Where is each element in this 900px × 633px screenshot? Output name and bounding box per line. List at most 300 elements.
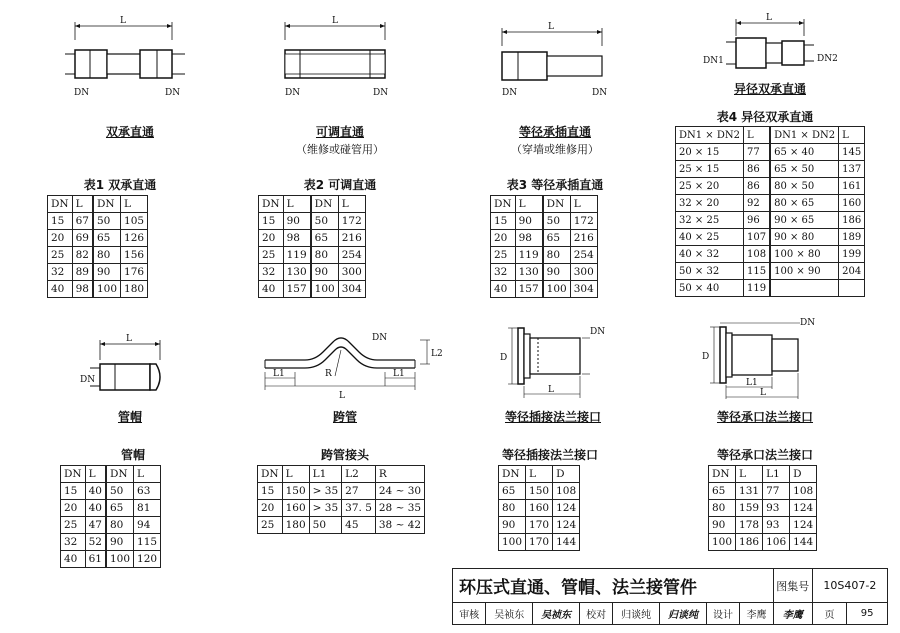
- table-cell: DN: [258, 466, 283, 483]
- table-cell: 20: [61, 500, 86, 517]
- dn-label: DN: [372, 333, 388, 343]
- table-cell: 32: [61, 534, 86, 551]
- dim-d-label: D: [702, 352, 710, 362]
- reviewer-label: 审核: [453, 603, 486, 625]
- table-cell: 20: [48, 230, 73, 247]
- table-row: [676, 280, 865, 297]
- table-cell: 65: [499, 483, 526, 500]
- dim-l-label: L: [548, 385, 554, 395]
- caption-pipe-cap: 管帽: [117, 410, 142, 424]
- table-cell: L: [526, 466, 553, 483]
- table-header-row: [709, 466, 817, 483]
- table-cell: 69: [72, 230, 93, 247]
- dn-right-label: DN: [165, 88, 181, 98]
- table-cell: 100: [93, 281, 121, 298]
- table-row: [48, 281, 148, 298]
- table-row: [258, 500, 425, 517]
- caption-socket-spigot: 等径承插直通: [518, 125, 591, 139]
- table-cell: 50: [543, 213, 571, 230]
- table-cell: 65: [106, 500, 134, 517]
- table-cell: 61: [85, 551, 106, 568]
- table-cell: L: [570, 196, 597, 213]
- table-row: [61, 500, 161, 517]
- dim-l2-label: L2: [431, 349, 443, 359]
- table-cell: 124: [553, 500, 580, 517]
- dn2-label: DN2: [817, 54, 838, 64]
- table7: [498, 465, 580, 551]
- crossover-pipe-drawing: [255, 330, 445, 410]
- atlas-label: 图集号: [773, 569, 812, 603]
- table-cell: 15: [48, 213, 73, 230]
- caption-socket-spigot-note: （穿墙或维修用）: [511, 143, 599, 156]
- table-row: [676, 229, 865, 246]
- table-cell: 25 × 20: [676, 178, 744, 195]
- table-cell: L: [282, 466, 309, 483]
- table-cell: 90: [93, 264, 121, 281]
- table-cell: 65 × 40: [770, 144, 839, 161]
- table-header-row: [61, 466, 161, 483]
- table-cell: 15: [259, 213, 284, 230]
- table-cell: 65: [709, 483, 736, 500]
- table-row: [676, 263, 865, 280]
- table-cell: 25: [61, 517, 86, 534]
- table-cell: 157: [283, 281, 311, 298]
- radius-label: R: [325, 369, 332, 379]
- table-cell: 157: [515, 281, 543, 298]
- table-cell: L1: [763, 466, 790, 483]
- table-row: [676, 212, 865, 229]
- table-cell: DN: [48, 196, 73, 213]
- table-cell: > 35: [309, 500, 342, 517]
- table-cell: D: [790, 466, 817, 483]
- table-cell: 119: [744, 280, 771, 297]
- page-number: 95: [847, 603, 888, 625]
- table-row: [61, 517, 161, 534]
- table-cell: 107: [744, 229, 771, 246]
- reducing-coupling-drawing: [700, 8, 860, 83]
- table-cell: 124: [553, 517, 580, 534]
- double-socket-coupling-drawing: [60, 10, 200, 100]
- table-cell: 77: [763, 483, 790, 500]
- table-cell: 89: [72, 264, 93, 281]
- table1-title: 表1 双承直通: [83, 178, 157, 192]
- table-cell: 115: [134, 534, 161, 551]
- table-cell: DN: [93, 196, 121, 213]
- table-cell: 176: [121, 264, 148, 281]
- table-row: [676, 178, 865, 195]
- table-cell: 20: [259, 230, 284, 247]
- table-header-row: [258, 466, 425, 483]
- table-cell: 216: [338, 230, 365, 247]
- table-cell: 15: [61, 483, 86, 500]
- table-cell: 144: [790, 534, 817, 551]
- table-cell: 86: [744, 178, 771, 195]
- table-cell: DN: [709, 466, 736, 483]
- table-cell: 130: [283, 264, 311, 281]
- table-cell: 25: [48, 247, 73, 264]
- caption-crossover: 跨管: [332, 410, 357, 424]
- designer-signature: 李鹰: [773, 603, 812, 625]
- table5: [60, 465, 161, 568]
- dim-l-label: L: [120, 16, 126, 26]
- table3-title: 表3 等径承插直通: [506, 178, 604, 192]
- table-cell: 65: [93, 230, 121, 247]
- table-cell: L: [72, 196, 93, 213]
- table-cell: 189: [839, 229, 865, 246]
- dn-label: DN: [800, 318, 816, 328]
- table-cell: 40: [491, 281, 516, 298]
- table-cell: 38 ~ 42: [375, 517, 424, 534]
- table2: [258, 195, 366, 298]
- reviewer-signature: 吴祯东: [533, 603, 580, 625]
- table-row: [491, 264, 598, 281]
- spigot-flange-drawing: [490, 318, 610, 403]
- table6-title: 跨管接头: [320, 448, 369, 462]
- table-cell: 90 × 80: [770, 229, 839, 246]
- table-cell: 32: [48, 264, 73, 281]
- table-cell: 108: [790, 483, 817, 500]
- page-label: 页: [812, 603, 846, 625]
- table-header-row: [48, 196, 148, 213]
- table-cell: L: [283, 196, 311, 213]
- table-cell: 100: [311, 281, 339, 298]
- table-row: [258, 517, 425, 534]
- table-cell: 100 × 90: [770, 263, 839, 280]
- designer-label: 设计: [706, 603, 739, 625]
- table-cell: L: [736, 466, 763, 483]
- table-cell: 108: [553, 483, 580, 500]
- table-cell: 15: [258, 483, 283, 500]
- table1: [47, 195, 148, 298]
- table-cell: 40: [48, 281, 73, 298]
- table-row: [499, 534, 580, 551]
- table-row: [48, 247, 148, 264]
- dim-l1-left-label: L1: [273, 369, 285, 379]
- table-cell: 300: [338, 264, 365, 281]
- table-cell: 159: [736, 500, 763, 517]
- socket-spigot-coupling-drawing: [490, 10, 630, 100]
- table-cell: 126: [121, 230, 148, 247]
- table-cell: L: [839, 127, 865, 144]
- table-cell: 80 × 50: [770, 178, 839, 195]
- table-cell: 25: [491, 247, 516, 264]
- table-cell: 40 × 25: [676, 229, 744, 246]
- table-row: [48, 213, 148, 230]
- table-cell: 144: [553, 534, 580, 551]
- checker-signature: 归谈纯: [660, 603, 707, 625]
- table-row: [709, 517, 817, 534]
- table2-title: 表2 可调直通: [303, 178, 377, 192]
- table-cell: 150: [526, 483, 553, 500]
- table-row: [259, 230, 366, 247]
- table-cell: L1: [309, 466, 342, 483]
- table4-title: 表4 异径双承直通: [716, 110, 814, 124]
- table-cell: 40: [61, 551, 86, 568]
- table-cell: 20: [491, 230, 516, 247]
- table-cell: 52: [85, 534, 106, 551]
- table-cell: 50: [93, 213, 121, 230]
- table-cell: 32 × 20: [676, 195, 744, 212]
- table-cell: 172: [570, 213, 597, 230]
- dn-left-label: DN: [74, 88, 90, 98]
- dim-l-label: L: [332, 16, 338, 26]
- table-cell: 93: [763, 517, 790, 534]
- table-cell: 20 × 15: [676, 144, 744, 161]
- socket-flange-drawing: [700, 313, 830, 403]
- table-cell: 65: [311, 230, 339, 247]
- table4: [675, 126, 865, 297]
- table-cell: 170: [526, 517, 553, 534]
- dim-l-label: L: [548, 22, 554, 32]
- dn-left-label: DN: [502, 88, 518, 98]
- table-cell: 15: [491, 213, 516, 230]
- dn-label: DN: [590, 327, 606, 337]
- adjustable-coupling-drawing: [275, 10, 415, 100]
- table-row: [709, 483, 817, 500]
- table-row: [61, 483, 161, 500]
- table-row: [61, 534, 161, 551]
- table-cell: 178: [736, 517, 763, 534]
- table6: [257, 465, 425, 534]
- table-row: [709, 534, 817, 551]
- table-cell: 100: [499, 534, 526, 551]
- table-cell: 120: [134, 551, 161, 568]
- table-cell: 80: [93, 247, 121, 264]
- table-row: [48, 264, 148, 281]
- table-cell: DN: [499, 466, 526, 483]
- caption-adjustable: 可调直通: [315, 125, 364, 139]
- table-cell: 100: [709, 534, 736, 551]
- table-row: [48, 230, 148, 247]
- table-header-row: [676, 127, 865, 144]
- dn1-label: DN1: [703, 56, 724, 66]
- table-cell: 40 × 32: [676, 246, 744, 263]
- dim-l-label: L: [339, 391, 345, 401]
- dn-left-label: DN: [285, 88, 301, 98]
- dim-l1-right-label: L1: [393, 369, 405, 379]
- table-cell: R: [375, 466, 424, 483]
- table-cell: 186: [736, 534, 763, 551]
- table-row: [259, 281, 366, 298]
- table-row: [491, 230, 598, 247]
- table-cell: 24 ~ 30: [375, 483, 424, 500]
- table-cell: 119: [283, 247, 311, 264]
- dim-l1-label: L1: [746, 378, 758, 388]
- table-cell: 40: [85, 500, 106, 517]
- table-cell: 81: [134, 500, 161, 517]
- table-cell: 98: [283, 230, 311, 247]
- checker-label: 校对: [579, 603, 612, 625]
- designer-name: 李鹰: [740, 603, 773, 625]
- table-cell: L: [744, 127, 771, 144]
- title-block: [452, 568, 888, 625]
- table-cell: 93: [763, 500, 790, 517]
- table-cell: 80: [106, 517, 134, 534]
- table-cell: 94: [134, 517, 161, 534]
- table-row: [499, 517, 580, 534]
- table-cell: 96: [744, 212, 771, 229]
- table-row: [676, 195, 865, 212]
- table-cell: 100: [543, 281, 571, 298]
- table-row: [259, 213, 366, 230]
- table-cell: 20: [258, 500, 283, 517]
- table5-title: 管帽: [120, 448, 145, 462]
- atlas-number: 10S407-2: [812, 569, 887, 603]
- table-cell: 77: [744, 144, 771, 161]
- table-cell: DN: [311, 196, 339, 213]
- table-cell: 160: [282, 500, 309, 517]
- table-cell: 80: [499, 500, 526, 517]
- table-cell: 80: [311, 247, 339, 264]
- caption-socket-flange: 等径承口法兰接口: [716, 410, 813, 424]
- table-cell: 27: [342, 483, 376, 500]
- table-cell: 304: [570, 281, 597, 298]
- table-cell: 119: [515, 247, 543, 264]
- table-cell: [770, 280, 839, 297]
- table-cell: 90 × 65: [770, 212, 839, 229]
- table-row: [709, 500, 817, 517]
- table-cell: 137: [839, 161, 865, 178]
- table-cell: 105: [121, 213, 148, 230]
- table-cell: 100 × 80: [770, 246, 839, 263]
- table-cell: 106: [763, 534, 790, 551]
- table-cell: 108: [744, 246, 771, 263]
- dn-label: DN: [80, 375, 96, 385]
- table-cell: 131: [736, 483, 763, 500]
- table-cell: DN: [543, 196, 571, 213]
- table8: [708, 465, 817, 551]
- dim-l-label: L: [760, 388, 766, 398]
- table-cell: 80 × 65: [770, 195, 839, 212]
- table-cell: 80: [709, 500, 736, 517]
- table-cell: 172: [338, 213, 365, 230]
- table-cell: 82: [72, 247, 93, 264]
- table-cell: 124: [790, 517, 817, 534]
- table-cell: 115: [744, 263, 771, 280]
- table-row: [499, 483, 580, 500]
- table-cell: 50 × 32: [676, 263, 744, 280]
- table-cell: 80: [543, 247, 571, 264]
- table-cell: DN: [491, 196, 516, 213]
- table7-title: 等径插接法兰接口: [501, 448, 598, 462]
- table-cell: 216: [570, 230, 597, 247]
- pipe-cap-drawing: [80, 330, 190, 410]
- table-row: [499, 500, 580, 517]
- table-header-row: [259, 196, 366, 213]
- table-header-row: [499, 466, 580, 483]
- table-cell: L2: [342, 466, 376, 483]
- table8-title: 等径承口法兰接口: [716, 448, 813, 462]
- dn-right-label: DN: [373, 88, 389, 98]
- table-cell: 40: [85, 483, 106, 500]
- table-cell: 90: [283, 213, 311, 230]
- table-cell: 130: [515, 264, 543, 281]
- table-cell: L: [85, 466, 106, 483]
- table-row: [491, 213, 598, 230]
- table-cell: 90: [515, 213, 543, 230]
- table-cell: 50 × 40: [676, 280, 744, 297]
- table-cell: DN: [106, 466, 134, 483]
- dim-d-label: D: [500, 353, 508, 363]
- table-row: [491, 281, 598, 298]
- table-cell: 25 × 15: [676, 161, 744, 178]
- table-cell: 170: [526, 534, 553, 551]
- table-cell: L: [121, 196, 148, 213]
- table-cell: 86: [744, 161, 771, 178]
- table-cell: 50: [311, 213, 339, 230]
- caption-reducing: 异径双承直通: [733, 82, 806, 96]
- table-row: [491, 247, 598, 264]
- table-cell: 90: [709, 517, 736, 534]
- table-row: [676, 161, 865, 178]
- table-cell: 199: [839, 246, 865, 263]
- table-cell: 150: [282, 483, 309, 500]
- table-cell: L: [134, 466, 161, 483]
- table-cell: DN: [61, 466, 86, 483]
- table-cell: 98: [515, 230, 543, 247]
- table-cell: 254: [570, 247, 597, 264]
- table-cell: 300: [570, 264, 597, 281]
- table-cell: 160: [526, 500, 553, 517]
- table3: [490, 195, 598, 298]
- table-cell: 124: [790, 500, 817, 517]
- table-cell: 28 ~ 35: [375, 500, 424, 517]
- table-cell: 25: [258, 517, 283, 534]
- table-cell: 161: [839, 178, 865, 195]
- table-cell: 156: [121, 247, 148, 264]
- table-cell: 32: [259, 264, 284, 281]
- table-cell: 67: [72, 213, 93, 230]
- table-row: [676, 144, 865, 161]
- table-cell: 145: [839, 144, 865, 161]
- table-row: [676, 246, 865, 263]
- table-header-row: [491, 196, 598, 213]
- table-cell: 47: [85, 517, 106, 534]
- table-cell: 40: [259, 281, 284, 298]
- table-cell: 45: [342, 517, 376, 534]
- table-row: [258, 483, 425, 500]
- table-row: [259, 247, 366, 264]
- table-row: [61, 551, 161, 568]
- table-cell: 100: [106, 551, 134, 568]
- caption-spigot-flange: 等径插接法兰接口: [504, 410, 601, 424]
- table-cell: 32: [491, 264, 516, 281]
- table-cell: DN1 × DN2: [770, 127, 839, 144]
- table-cell: 90: [499, 517, 526, 534]
- table-cell: 32 × 25: [676, 212, 744, 229]
- table-cell: 50: [106, 483, 134, 500]
- caption-adjustable-note: （维修或碰管用）: [296, 143, 384, 156]
- checker-name: 归谈纯: [613, 603, 660, 625]
- table-cell: DN: [259, 196, 284, 213]
- table-cell: 25: [259, 247, 284, 264]
- table-cell: L: [515, 196, 543, 213]
- table-cell: 304: [338, 281, 365, 298]
- caption-double-socket: 双承直通: [105, 125, 154, 139]
- table-cell: D: [553, 466, 580, 483]
- table-cell: 92: [744, 195, 771, 212]
- table-cell: 65: [543, 230, 571, 247]
- dim-l-label: L: [766, 13, 772, 23]
- table-cell: 186: [839, 212, 865, 229]
- table-cell: 90: [106, 534, 134, 551]
- table-cell: DN1 × DN2: [676, 127, 744, 144]
- table-cell: 65 × 50: [770, 161, 839, 178]
- drawing-title: 环压式直通、管帽、法兰接管件: [453, 569, 774, 603]
- table-cell: 37. 5: [342, 500, 376, 517]
- table-cell: 63: [134, 483, 161, 500]
- dim-l-label: L: [126, 334, 132, 344]
